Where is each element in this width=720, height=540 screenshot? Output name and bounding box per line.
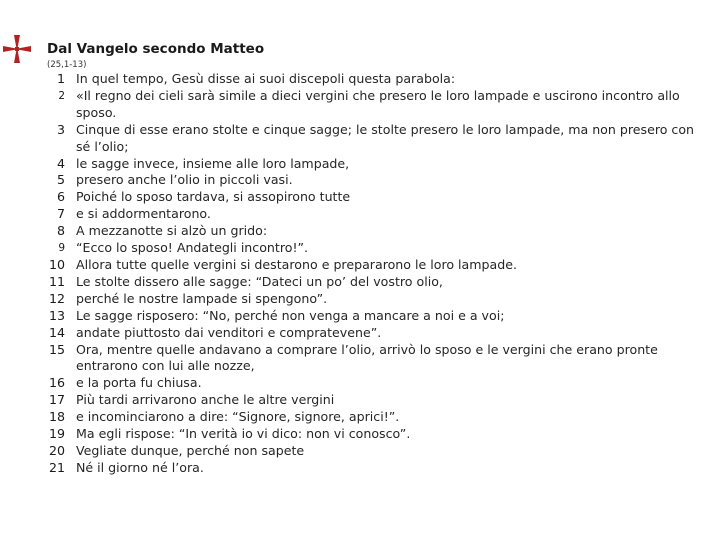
verse-14: [40, 325, 712, 342]
verse-text: Più tardi arrivarono anche le altre vergini: [76, 392, 335, 408]
verse-number: 2: [58, 89, 65, 102]
verse-10: [40, 257, 712, 274]
page-title: Dal Vangelo secondo Matteo: [47, 41, 265, 57]
verse-3: [40, 122, 712, 156]
verse-number: 3: [56, 121, 65, 137]
verse-text: “Ecco lo sposo! Andategli incontro!”.: [76, 240, 309, 256]
verse-text: presero anche l’olio in piccoli vasi.: [76, 172, 293, 188]
verse-text: In quel tempo, Gesù disse ai suoi discepoli questa parabola:: [76, 71, 456, 86]
verse-15: [40, 342, 712, 376]
verse-4: [40, 156, 712, 173]
verse-text: e incominciarono a dire: “Signore, signore, aprici!”.: [76, 409, 400, 425]
verse-list: [40, 71, 712, 477]
verse-text: le sagge invece, insieme alle loro lampade,: [76, 155, 350, 171]
verse-number: 11: [48, 273, 65, 289]
verse-number: 9: [58, 242, 65, 255]
verse-text: Allora tutte quelle vergini si destarono e prepararono le loro lampade.: [76, 256, 517, 272]
verse-number: 17: [48, 392, 65, 408]
verse-text: Poiché lo sposo tardava, si assopirono tutte: [76, 189, 351, 205]
verse-number: 12: [48, 290, 65, 306]
verse-number: 8: [56, 223, 65, 239]
verse-number: 15: [48, 341, 65, 357]
verse-1: [40, 71, 712, 88]
verse-text: A mezzanotte si alzò un grido:: [76, 223, 268, 239]
verse-number: 18: [48, 409, 65, 425]
scripture-reference: (25,1-13): [47, 60, 87, 70]
verse-number: 4: [56, 155, 65, 171]
verse-number: 16: [48, 375, 65, 391]
verse-number: 20: [48, 442, 65, 458]
verse-text: Cinque di esse erano stolte e cinque sagge; le stolte presero le loro lampade, ma non presero con sé l’olio;: [76, 121, 695, 154]
verse-11: [40, 274, 712, 291]
verse-text: perché le nostre lampade si spengono”.: [76, 290, 328, 306]
verse-text: e la porta fu chiusa.: [76, 375, 202, 391]
verse-9: [40, 240, 712, 257]
verse-number: 19: [48, 426, 65, 442]
verse-8: [40, 223, 712, 240]
verse-13: [40, 308, 712, 325]
verse-number: 7: [56, 206, 65, 222]
verse-number: 5: [56, 172, 65, 188]
verse-text: Ma egli rispose: “In verità io vi dico: non vi conosco”.: [76, 426, 411, 442]
verse-12: [40, 291, 712, 308]
verse-number: 6: [56, 189, 65, 205]
verse-number: 1: [56, 71, 65, 86]
verse-text: Ora, mentre quelle andavano a comprare l’olio, arrivò lo sposo e le vergini che erano pronte entrarono con lui alle nozze,: [76, 341, 658, 374]
verse-17: [40, 392, 712, 409]
verse-16: [40, 375, 712, 392]
verse-20: [40, 443, 712, 460]
verse-text: Né il giorno né l’ora.: [76, 459, 204, 475]
verse-number: 14: [48, 324, 65, 340]
verse-19: [40, 426, 712, 443]
verse-number: 10: [48, 256, 65, 272]
verse-number: 21: [48, 459, 65, 475]
verse-text: Le sagge risposero: “No, perché non venga a mancare a noi e a voi;: [76, 307, 505, 323]
verse-text: Le stolte dissero alle sagge: “Dateci un po’ del vostro olio,: [76, 273, 443, 289]
verse-text: andate piuttosto dai venditori e compratevene”.: [76, 324, 382, 340]
verse-7: [40, 206, 712, 223]
cross-pattee-icon: [0, 32, 34, 66]
verse-text: e si addormentarono.: [76, 206, 211, 222]
verse-18: [40, 409, 712, 426]
verse-number: 13: [48, 307, 65, 323]
verse-6: [40, 189, 712, 206]
verse-text: Vegliate dunque, perché non sapete: [76, 442, 305, 458]
verse-text: «Il regno dei cieli sarà simile a dieci vergini che presero le loro lampade e uscirono incontro allo sposo.: [76, 87, 680, 120]
verse-5: [40, 172, 712, 189]
verse-2: [40, 88, 712, 122]
verse-21: [40, 460, 712, 477]
